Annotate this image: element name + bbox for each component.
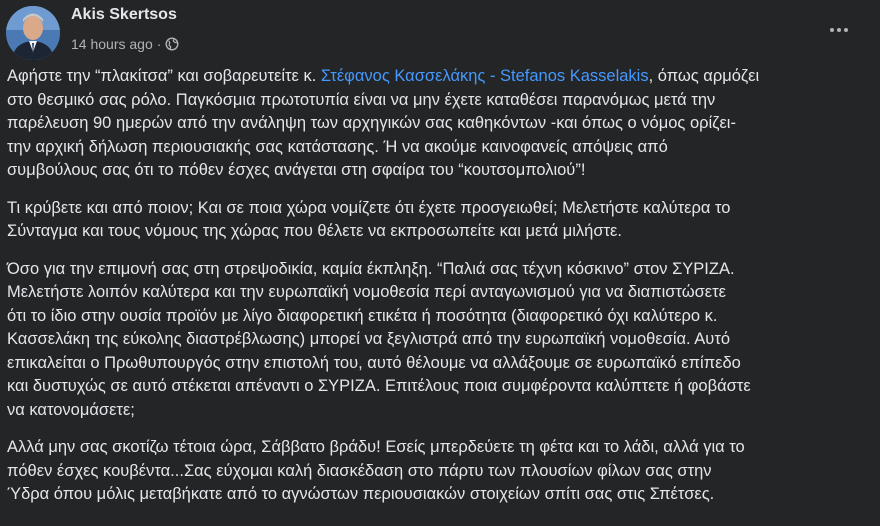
paragraph-4-line-3: Ύδρα όπου μόλις μεταβήκατε από το αγνώστων περιουσιακών στοιχείων σπίτι σας στις Σπέτσες. — [7, 485, 715, 503]
paragraph-1 — [7, 65, 867, 183]
avatar-photo — [6, 6, 60, 60]
paragraph-3-line-4: Κασσελάκη της εύκολης διαστρέβλωσης) μπορεί να ξεγλιστρά από την ευρωπαϊκή νομοθεσία. Αυτό — [7, 330, 731, 348]
paragraph-4-line-2: πόθεν έσχες κουβέντα...Σας εύχομαι καλή διασκέδαση στο πάρτυ των πλουσίων φίλων σας στην — [7, 461, 712, 480]
paragraph-3-line-3: ότι το ίδιο στην ουσία προϊόν με λίγο διαφορετική ετικέτα ή ποσότητα (διαφορετικό όχι καλύτερο κ. — [7, 306, 718, 325]
paragraph-1-line-2: στο θεσμικό σας ρόλο. Παγκόσμια πρωτοτυπία είναι να μην έχετε καταθέσει παρανόμως μετά την — [7, 90, 716, 109]
paragraph-2-line-2: Σύνταγμα και τους νόμους της χώρας που θέλετε να εκπροσωπείτε και μετά μιλήστε. — [7, 222, 622, 240]
paragraph-3-line-7: να κατονομάσετε; — [7, 400, 135, 419]
paragraph-1-line-1 — [7, 65, 867, 89]
paragraph-3-line-6: και δυστυχώς σε αυτό στέκεται απέναντι ο ΣΥΡΙΖΑ. Επιτέλους ποια συμφέροντα καλύπτετε ή φοβάστε — [7, 377, 751, 395]
paragraph-1-line-3: παρέλευση 90 ημερών από την ανάληψη των αρχηγικών σας καθηκόντων -και όπως ο νόμος ορίζει- — [7, 114, 736, 132]
paragraph-4 — [7, 436, 867, 507]
paragraph-3 — [7, 258, 867, 423]
mention-link[interactable]: Στέφανος Κασσελάκης - Stefanos Kasselakis — [320, 67, 649, 85]
more-options-icon[interactable] — [822, 18, 856, 42]
paragraph-1-line-4: την αρχική δήλωση περιουσιακής σας κατάστασης. Ή να ακούμε καινοφανείς απόψεις από — [7, 137, 668, 156]
paragraph-1-line-5: συμβούλους σας ότι το πόθεν έσχες ανάγεται στη σφαίρα του “κουτσομπολιού”! — [7, 161, 586, 179]
paragraph-3-line-5: επικαλείται ο Πρωθυπουργός στην επιστολή του, αυτό θέλουμε να αλλάξουμε σε ευρωπαϊκό επίπεδο — [7, 353, 741, 372]
author-avatar[interactable] — [6, 6, 60, 60]
meta-separator: · — [156, 36, 162, 52]
paragraph-2-line-1: Τι κρύβετε και από ποιον; Και σε ποια χώρα νομίζετε ότι έχετε προσγειωθεί; Μελετήστε καλύτερα το — [7, 198, 731, 217]
post-body — [7, 65, 867, 507]
author-name[interactable]: Akis Skertsos — [71, 6, 177, 23]
p1-text-after-mention: , όπως αρμόζει — [648, 67, 760, 85]
post-meta — [71, 35, 179, 53]
paragraph-3-line-1: Όσο για την επιμονή σας στη στρεψοδικία, καμία έκπληξη. “Παλιά σας τέχνη κόσκινο” στον ΣΥΡΙΖΑ. — [7, 259, 735, 278]
paragraph-2 — [7, 197, 867, 244]
post-timestamp[interactable]: 14 hours ago — [71, 36, 153, 52]
post-header — [0, 0, 880, 66]
globe-icon[interactable] — [165, 37, 179, 51]
paragraph-4-line-1: Αλλά μην σας σκοτίζω τέτοια ώρα, Σάββατο βράδυ! Εσείς μπερδεύετε τη φέτα και το λάδι, αλλά για το — [7, 438, 745, 456]
p1-text-before-mention: Αφήστε την “πλακίτσα” και σοβαρευτείτε κ. — [7, 67, 321, 85]
paragraph-3-line-2: Μελετήστε λοιπόν καλύτερα και την ευρωπαϊκή νομοθεσία περί ανταγωνισμού για να διαπιστώσετε — [7, 283, 727, 301]
